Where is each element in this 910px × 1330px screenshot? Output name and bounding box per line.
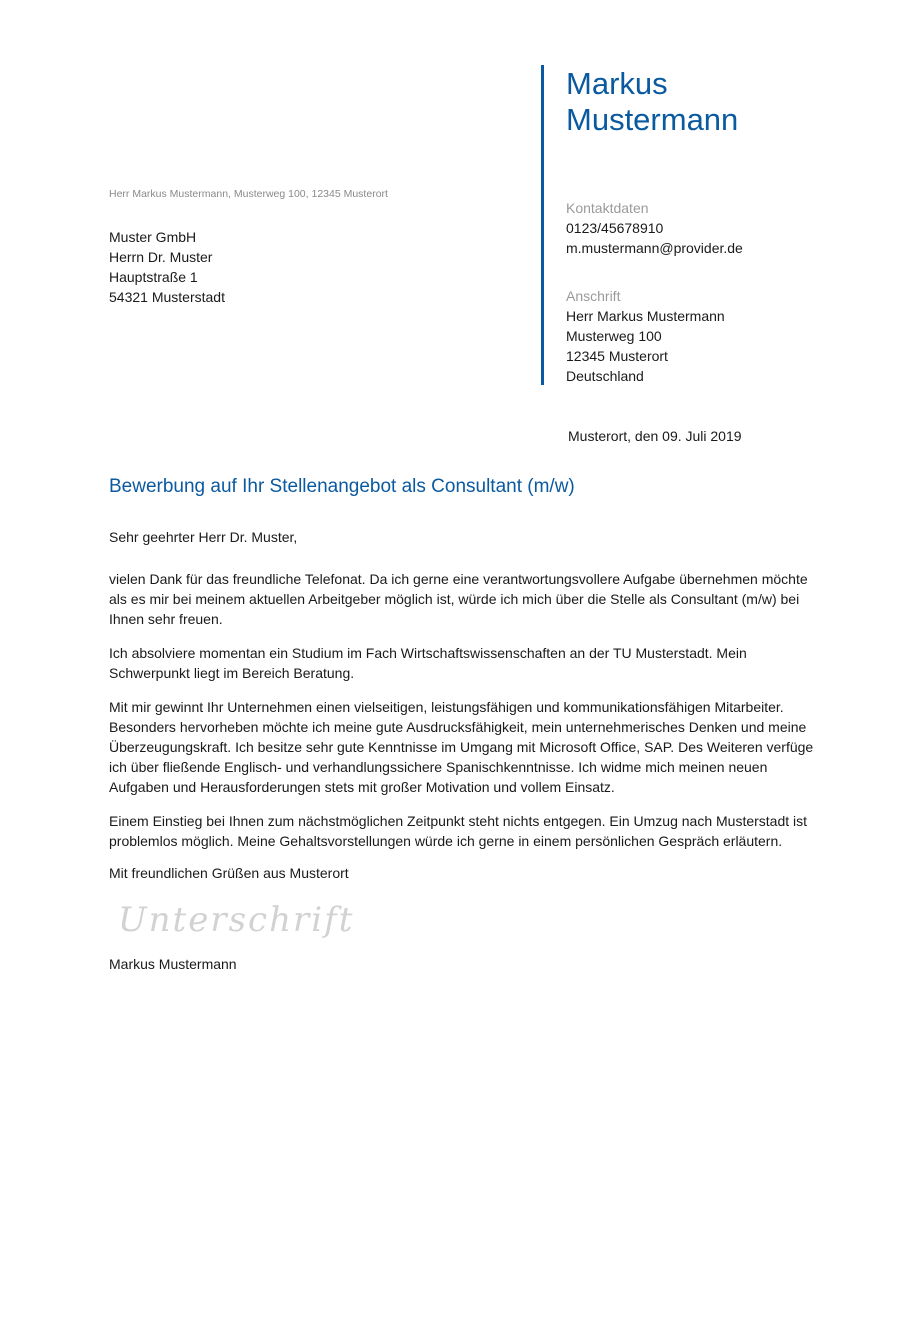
- contact-label: Kontaktdaten: [566, 200, 649, 216]
- address-city: 12345 Musterort: [566, 348, 668, 364]
- paragraph: Ich absolviere momentan ein Studium im Fach Wirtschaftswissenschaften an der TU Musterstadt. Mein Schwerpunkt liegt im Bereich Beratung.: [109, 645, 747, 681]
- recipient-city: 54321 Musterstadt: [109, 289, 225, 305]
- email-address: m.mustermann@provider.de: [566, 240, 743, 256]
- recipient-address: [109, 227, 225, 307]
- address-label: Anschrift: [566, 288, 621, 304]
- sender-return-address: Herr Markus Mustermann, Musterweg 100, 12345 Musterort: [109, 188, 388, 200]
- letter-body: [109, 569, 829, 865]
- sidebar-accent-bar: [541, 65, 544, 385]
- address-country: Deutschland: [566, 368, 644, 384]
- address-section: [566, 286, 725, 386]
- last-name: Mustermann: [566, 102, 739, 137]
- recipient-street: Hauptstraße 1: [109, 269, 198, 285]
- closing: Mit freundlichen Grüßen aus Musterort: [109, 865, 349, 881]
- paragraph: Einem Einstieg bei Ihnen zum nächstmöglichen Zeitpunkt steht nichts entgegen. Ein Umzug nach Musterstadt ist problemlos möglich. Meine Gehaltsvorstellungen würde ich gerne in einem persönlichen Gespräch erläutern.: [109, 813, 808, 849]
- contact-section: [566, 198, 743, 258]
- letter-subject: Bewerbung auf Ihr Stellenangebot als Consultant (m/w): [109, 476, 575, 497]
- address-street: Musterweg 100: [566, 328, 662, 344]
- paragraph: Mit mir gewinnt Ihr Unternehmen einen vielseitigen, leistungsfähigen und kommunikationsfähigen Mitarbeiter. Besonders hervorheben möchte ich meine gute Ausdrucksfähigkeit, mein unternehmerisches Denken und meine Überzeugungskraft. Ich besitze sehr gute Kenntnisse im Umgang mit Microsoft Office, SAP. Des Weiteren verfüge ich über fließende Englisch- und verhandlungssichere Spanischkenntnisse. Ich widme mich meinen neuen Aufgaben und Herausforderungen stets mit großer Motivation und vollem Einsatz.: [109, 699, 814, 795]
- applicant-name: [566, 66, 738, 138]
- signer-name: Markus Mustermann: [109, 956, 237, 972]
- address-name: Herr Markus Mustermann: [566, 308, 725, 324]
- first-name: Markus: [566, 66, 668, 101]
- letter-date: Musterort, den 09. Juli 2019: [568, 428, 742, 444]
- paragraph: vielen Dank für das freundliche Telefonat. Da ich gerne eine verantwortungsvollere Aufgabe übernehmen möchte als es mir bei meinem aktuellen Arbeitgeber möglich ist, würde ich mich über die Stelle als Consultant (m/w) bei Ihnen sehr freuen.: [109, 571, 808, 627]
- phone-number: 0123/45678910: [566, 220, 664, 236]
- recipient-company: Muster GmbH: [109, 229, 197, 245]
- recipient-contact: Herrn Dr. Muster: [109, 249, 213, 265]
- signature-placeholder: Unterschrift: [118, 900, 355, 940]
- salutation: Sehr geehrter Herr Dr. Muster,: [109, 529, 298, 545]
